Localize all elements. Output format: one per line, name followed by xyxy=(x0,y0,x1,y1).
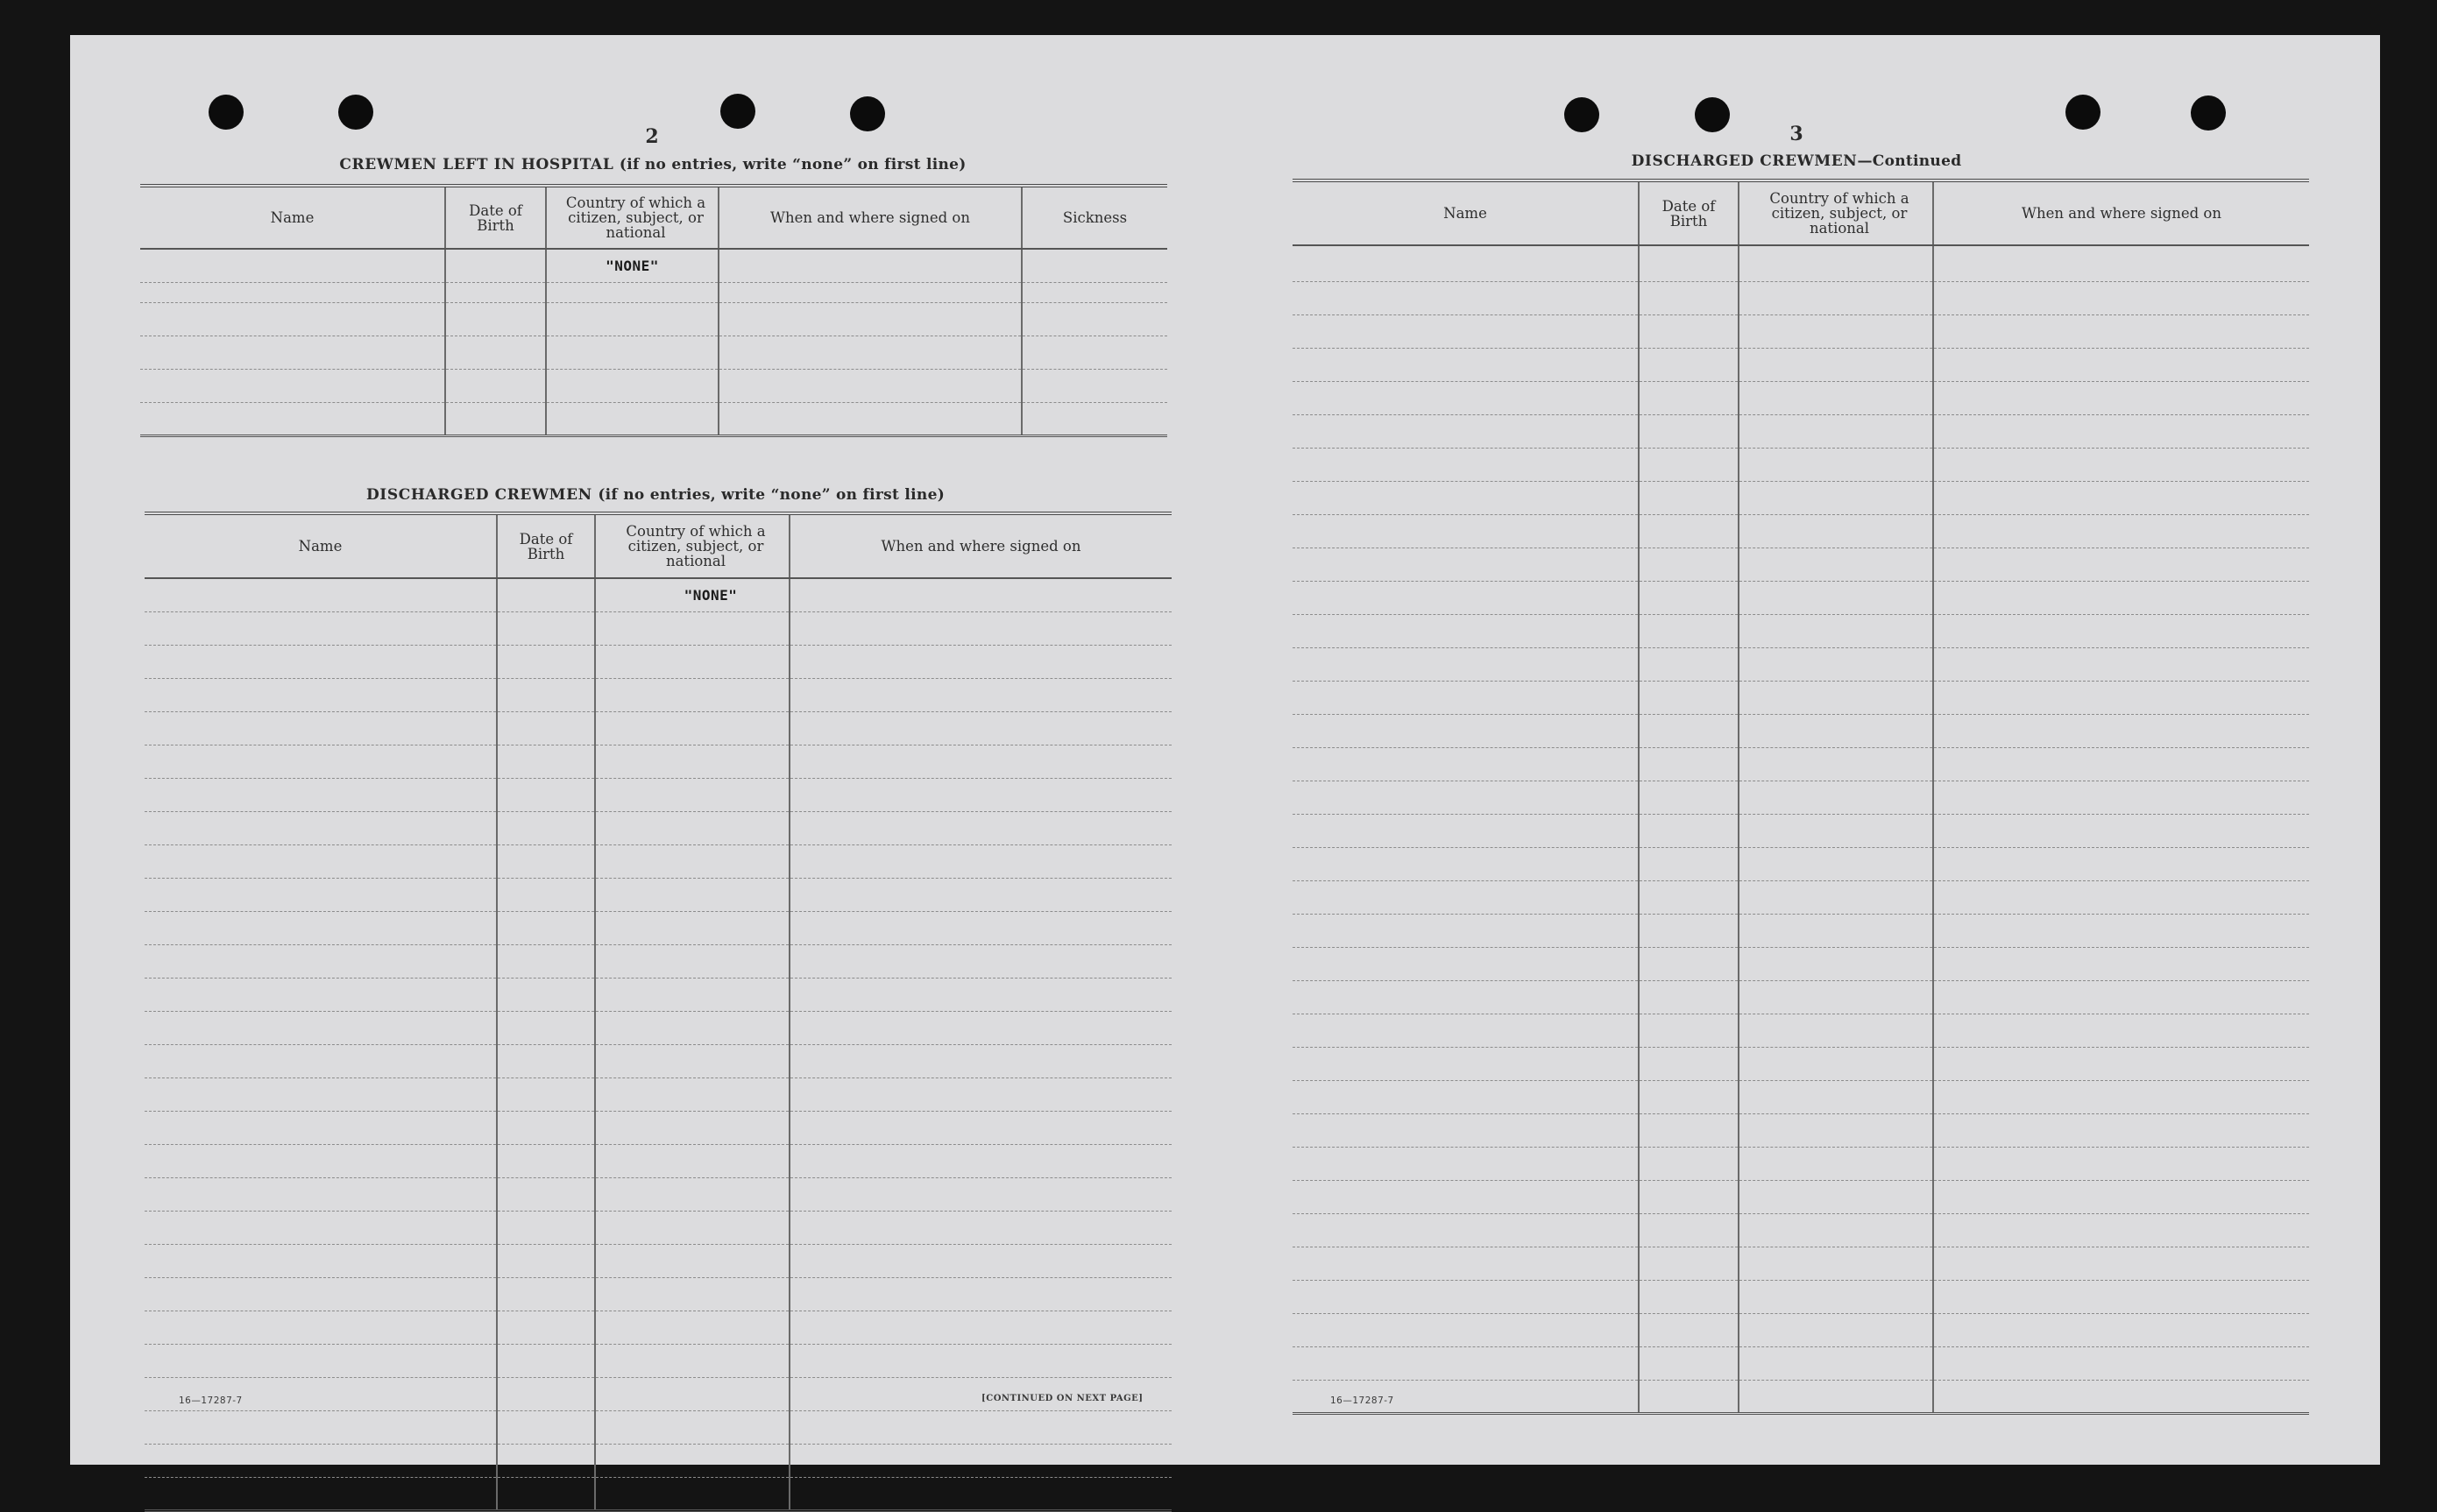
page-number: 2 xyxy=(645,125,659,148)
punch-hole xyxy=(720,94,755,129)
col-name: Name xyxy=(145,515,497,578)
punch-hole xyxy=(2065,95,2100,130)
table-cell xyxy=(145,578,497,611)
punch-hole xyxy=(338,95,373,130)
col-signed-on: When and where signed on xyxy=(1933,182,2309,245)
discharged-instruction: (if no entries, write “none” on first line) xyxy=(598,486,946,504)
col-country-label: Country of which a citizen, subject, or national xyxy=(565,194,706,241)
col-signed-on: When and where signed on xyxy=(719,187,1022,249)
col-country-label: Country of which a citizen, subject, or national xyxy=(1769,190,1909,237)
col-name: Name xyxy=(140,187,445,249)
discharged-continued-title xyxy=(1632,154,1962,169)
col-country-label: Country of which a citizen, subject, or national xyxy=(626,523,766,569)
hospital-table xyxy=(140,184,1167,437)
punch-hole xyxy=(1695,97,1730,132)
form-number: 16—17287-7 xyxy=(1330,1395,1394,1406)
col-name: Name xyxy=(1293,182,1639,245)
table-cell xyxy=(1022,249,1167,282)
form-number: 16—17287-7 xyxy=(179,1395,243,1406)
discharged-table xyxy=(145,512,1172,1512)
col-date-of-birth: Date of Birth xyxy=(497,515,595,578)
hospital-instruction: (if no entries, write “none” on first line) xyxy=(619,156,967,173)
none-stamp: "NONE" xyxy=(595,578,790,611)
col-date-of-birth: Date of Birth xyxy=(445,187,546,249)
col-country xyxy=(595,515,790,578)
punch-hole xyxy=(850,96,885,131)
col-signed-on: When and where signed on xyxy=(790,515,1172,578)
discharged-section-title xyxy=(366,488,945,503)
table-cell xyxy=(497,578,595,611)
none-stamp: "NONE" xyxy=(546,249,719,282)
col-sickness: Sickness xyxy=(1022,187,1167,249)
continued-label: —Continued xyxy=(1857,152,1962,170)
hospital-title-text: CREWMEN LEFT IN HOSPITAL xyxy=(339,156,614,173)
table-cell xyxy=(719,249,1022,282)
table-cell xyxy=(790,578,1172,611)
punch-hole xyxy=(2191,95,2226,131)
table-cell xyxy=(445,249,546,282)
discharged-title-text: DISCHARGED CREWMEN xyxy=(365,486,592,504)
continued-note: [CONTINUED ON NEXT PAGE] xyxy=(981,1394,1144,1403)
page-number: 3 xyxy=(1789,123,1803,145)
table-cell xyxy=(140,249,445,282)
hospital-section-title xyxy=(339,158,966,173)
col-country xyxy=(1739,182,1933,245)
col-country xyxy=(546,187,719,249)
discharged-continued-table xyxy=(1293,179,2309,1415)
table-cell xyxy=(1293,245,1639,281)
punch-hole xyxy=(209,95,244,130)
discharged-continued-text: DISCHARGED CREWMEN xyxy=(1631,152,1858,170)
col-date-of-birth: Date of Birth xyxy=(1639,182,1739,245)
punch-hole xyxy=(1564,97,1599,132)
